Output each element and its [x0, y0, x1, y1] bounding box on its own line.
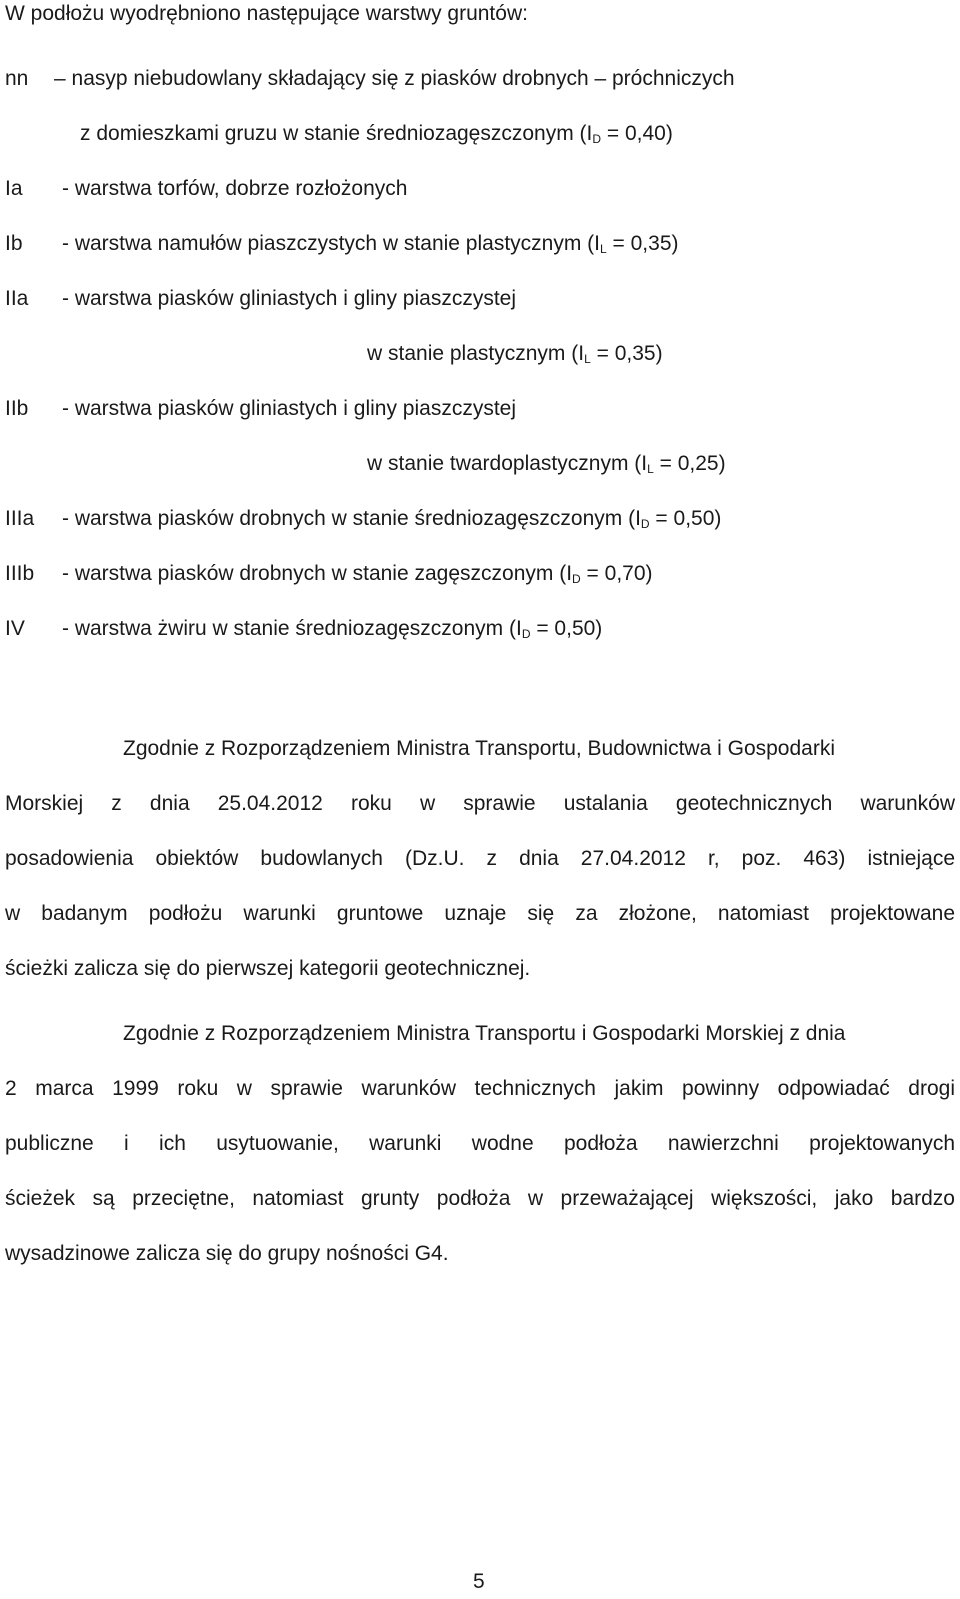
paragraph-line: Morskiej z dnia 25.04.2012 roku w sprawie ustalania geotechnicznych warunków	[5, 792, 955, 815]
page-number: 5	[473, 1570, 485, 1593]
paragraph-line: wysadzinowe zalicza się do grupy nośności G4.	[5, 1242, 449, 1265]
layer-description: - warstwa piasków gliniastych i gliny piaszczystej	[62, 397, 516, 420]
layer-code: Ib	[5, 232, 23, 255]
paragraph-line: w badanym podłożu warunki gruntowe uznaje się za złożone, natomiast projektowane	[5, 902, 955, 925]
layer-description: - warstwa piasków drobnych w stanie średniozagęszczonym $(I_D = 0,50)$	[62, 507, 722, 531]
layer-code: IIIb	[5, 562, 35, 585]
layer-code: nn	[5, 67, 29, 90]
layer-description: - warstwa piasków gliniastych i gliny piaszczystej	[62, 287, 516, 310]
layer-code: IIIa	[5, 507, 35, 530]
paragraph-line: Zgodnie z Rozporządzeniem Ministra Transportu i Gospodarki Morskiej z dnia	[123, 1022, 846, 1045]
layer-code: IIa	[5, 287, 29, 310]
layer-description: – nasyp niebudowlany składający się z piasków drobnych – próchniczych	[54, 67, 735, 90]
layer-description: - warstwa piasków drobnych w stanie zagęszczonym $(I_D = 0,70)$	[62, 562, 653, 586]
paragraph-line: ścieżek są przeciętne, natomiast grunty podłoża w przeważającej większości, jako bardzo	[5, 1187, 955, 1210]
paragraph-line: posadowienia obiektów budowlanych (Dz.U. z dnia 27.04.2012 r, poz. 463) istniejące	[5, 847, 955, 870]
layer-description: - warstwa żwiru w stanie średniozagęszczonym $(I_D = 0,50)$	[62, 617, 603, 641]
layer-code: IIb	[5, 397, 29, 420]
layer-description: w stanie plastycznym $(I_L = 0,35)$	[367, 342, 663, 366]
layer-code: Ia	[5, 177, 23, 200]
paragraph-line: 2 marca 1999 roku w sprawie warunków technicznych jakim powinny odpowiadać drogi	[5, 1077, 955, 1100]
paragraph-line: ścieżki zalicza się do pierwszej kategorii geotechnicznej.	[5, 957, 531, 980]
layer-description: - warstwa namułów piaszczystych w stanie plastycznym $(I_L = 0,35)$	[62, 232, 679, 256]
layer-code: IV	[5, 617, 25, 640]
paragraph-line: Zgodnie z Rozporządzeniem Ministra Transportu, Budownictwa i Gospodarki	[123, 737, 836, 760]
paragraph-line: publiczne i ich usytuowanie, warunki wodne podłoża nawierzchni projektowanych	[5, 1132, 955, 1155]
layer-description: - warstwa torfów, dobrze rozłożonych	[62, 177, 408, 200]
layer-description: w stanie twardoplastycznym $(I_L = 0,25)$	[367, 452, 726, 476]
intro-text: W podłożu wyodrębniono następujące warstwy gruntów:	[5, 2, 528, 25]
layer-description: z domieszkami gruzu w stanie średniozagęszczonym $(I_D = 0,40)$	[80, 122, 673, 146]
